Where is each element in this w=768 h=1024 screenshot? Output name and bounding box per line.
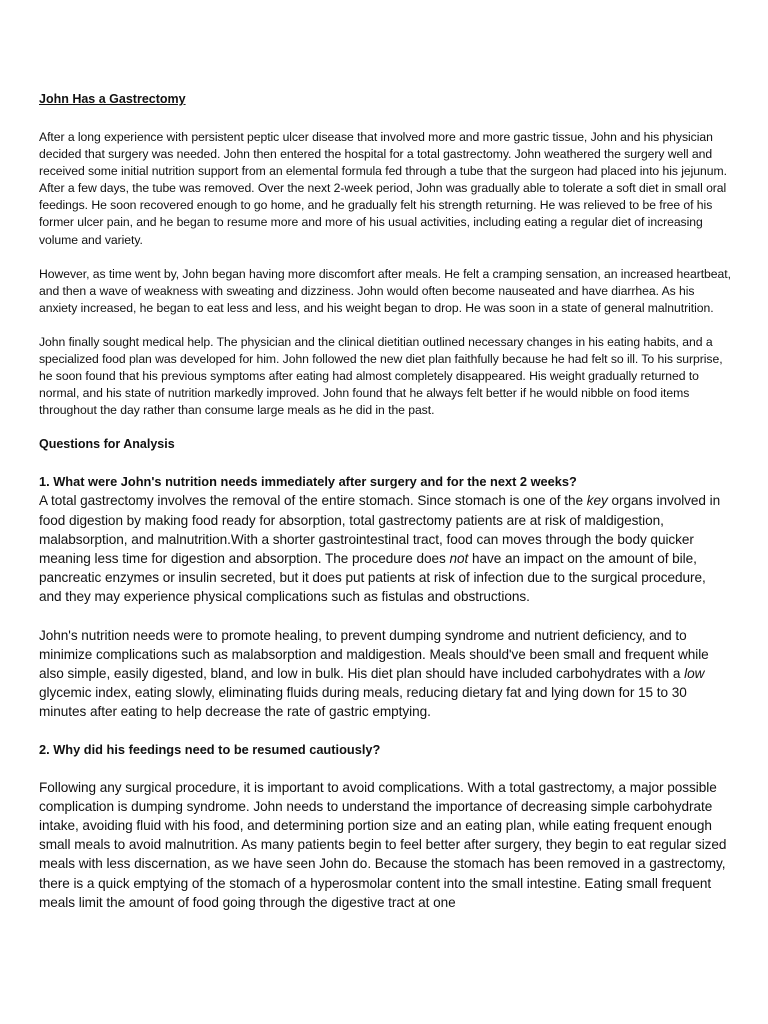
answer-1-2-text-a: John's nutrition needs were to promote healing, to prevent dumping syndrome and nutrient deficiency, and to minimize complications such as malabsorption and maldigestion. Meals should've been small and frequent while also simple, easily digested, bland, and low in bulk. His diet plan should have included carbohydrates with a <box>39 627 709 682</box>
case-paragraph-3: John finally sought medical help. The physician and the clinical dietitian outlined necessary changes in his eating habits, and a specialized food plan was developed for him. John followed the new diet plan faithfully because he had felt so ill. To his surprise, he soon found that his previous symptoms after eating had almost completely disappeared. His weight gradually returned to normal, and his state of nutrition markedly improved. John found that he always felt better if he would nibble on food items throughout the day rather than consume large meals as he did in the past. <box>39 334 723 418</box>
answer-1-text-b: organs involved in food digestion by making food ready for absorption, total gastrectomy patients are at risk of maldigestion, malabsorption, and malnutrition.With a shorter gastrointestinal tract, food can moves through the body quicker meaning less time for digestion and absorption. The procedure does <box>39 493 721 567</box>
question-2: 2. Why did his feedings need to be resumed cautiously? <box>39 741 381 757</box>
question-1: 1. What were John's nutrition needs immediately after surgery and for the next 2 weeks? <box>39 474 577 490</box>
document-page <box>39 91 731 931</box>
answer-1-2-text-b: glycemic index, eating slowly, eliminating fluids during meals, reducing dietary fat and lying down for 15 to 30 minutes after eating to help decrease the rate of gastric emptying. <box>39 685 687 720</box>
answer-1-2-emphasis-low: low <box>684 666 705 682</box>
answer-1-paragraph-2 <box>39 626 731 722</box>
answer-1-text-a: A total gastrectomy involves the removal of the entire stomach. Since stomach is one of the <box>39 493 587 509</box>
questions-heading: Questions for Analysis <box>39 437 175 452</box>
answer-2-paragraph: Following any surgical procedure, it is important to avoid complications. With a total gastrectomy, a major possible complication is dumping syndrome. John needs to understand the importance of decreasing simple carbohydrate intake, avoiding fluid with his food, and determining portion size and an eating plan, while eating frequent enough small meals to avoid malnutrition. As many patients begin to feel better after surgery, they begin to eat regular sized meals with less discernation, as we have seen John do. Because the stomach has been removed in a gastrectomy, there is a quick emptying of the stomach of a hyperosmolar content into the small intestine. Eating small frequent meals limit the amount of food going through the digestive tract at one <box>39 779 727 910</box>
answer-1-paragraph-1 <box>39 491 731 606</box>
document-title: John Has a Gastrectomy <box>39 92 186 106</box>
answer-1-text-c: have an impact on the amount of bile, pancreatic enzymes or insulin secreted, but it does put patients at risk of infection due to the surgical procedure, and they may experience physical complications such as fistulas and obstructions. <box>39 551 706 605</box>
answer-1-emphasis-not: not <box>449 551 469 567</box>
case-paragraph-2: However, as time went by, John began having more discomfort after meals. He felt a cramping sensation, an increased heartbeat, and then a wave of weakness with sweating and dizziness. John would often become nauseated and have diarrhea. As his anxiety increased, he began to eat less and less, and his weight began to drop. He was soon in a state of general malnutrition. <box>39 266 731 315</box>
answer-1-emphasis-key: key <box>586 493 608 509</box>
case-paragraph-1: After a long experience with persistent peptic ulcer disease that involved more and more gastric tissue, John and his physician decided that surgery was needed. John then entered the hospital for a total gastrectomy. John weathered the surgery well and received some initial nutrition support from an elemental formula fed through a tube that the surgeon had placed into his jejunum. After a few days, the tube was removed. Over the next 2-week period, John was gradually able to tolerate a soft diet in small oral feedings. He soon recovered enough to go home, and he gradually felt his strength returning. He was relieved to be free of his former ulcer pain, and he began to resume more and more of his usual activities, including eating a regular diet of increasing volume and variety. <box>39 130 727 247</box>
